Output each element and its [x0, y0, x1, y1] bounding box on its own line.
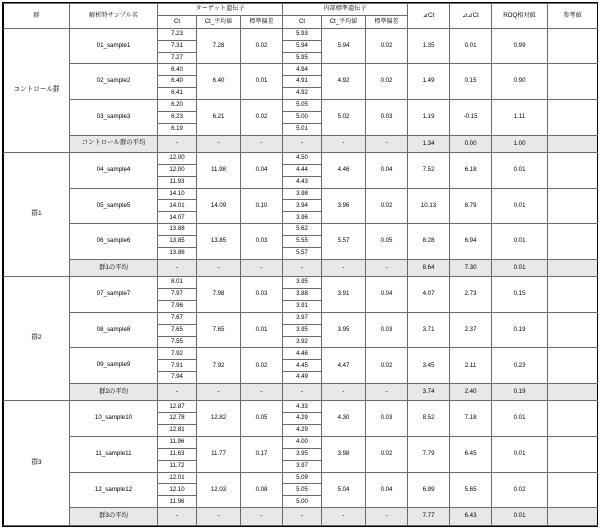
- dct-value: 1.35: [408, 28, 450, 64]
- internal-ct-average: 4.92: [322, 64, 366, 100]
- target-ct-average: 13.85: [197, 224, 241, 260]
- ddct-value: 2.11: [450, 348, 492, 384]
- target-sd: 0.02: [241, 348, 283, 384]
- group-average-dash: -: [241, 135, 283, 152]
- group-name-cell: コントロール群: [4, 28, 70, 152]
- table-row: [4, 188, 598, 200]
- fold-value: 0.01: [492, 152, 548, 188]
- reference-value: [548, 224, 598, 260]
- group-average-reference: [548, 135, 598, 152]
- internal-ct-value: 4.50: [283, 152, 322, 164]
- target-ct-average: 7.28: [197, 28, 241, 64]
- header-fold: ROQ相対値: [492, 4, 548, 29]
- internal-ct-value: 3.95: [283, 324, 322, 336]
- target-sd: 0.08: [241, 472, 283, 508]
- reference-value: [548, 348, 598, 384]
- group-average-dash: -: [366, 508, 408, 526]
- internal-ct-average: 4.30: [322, 401, 366, 437]
- internal-ct-value: 4.94: [283, 64, 322, 76]
- target-sd: 0.01: [241, 64, 283, 100]
- target-ct-average: 7.98: [197, 277, 241, 313]
- target-ct-value: 7.27: [158, 52, 197, 64]
- group-average-fold: 1.00: [492, 135, 548, 152]
- target-sd: 0.01: [241, 312, 283, 348]
- target-ct-value: 7.67: [158, 312, 197, 324]
- group-average-reference: [548, 259, 598, 276]
- internal-ct-value: 3.95: [283, 448, 322, 460]
- group-average-dash: -: [283, 508, 322, 526]
- sample-name-cell: 08_sample8: [70, 312, 158, 348]
- internal-ct-value: 3.91: [283, 300, 322, 312]
- internal-ct-value: 4.46: [283, 348, 322, 360]
- internal-ct-value: 3.98: [283, 188, 322, 200]
- target-sd: 0.10: [241, 188, 283, 224]
- sample-name-cell: 01_sample1: [70, 28, 158, 64]
- dct-value: 3.71: [408, 312, 450, 348]
- internal-sd: 0.02: [366, 436, 408, 472]
- target-ct-value: 12.10: [158, 484, 197, 496]
- internal-ct-value: 5.93: [283, 28, 322, 40]
- header-target-sd: 標準偏差: [241, 16, 283, 28]
- internal-ct-average: 3.96: [322, 188, 366, 224]
- internal-ct-value: 3.94: [283, 200, 322, 212]
- fold-value: 0.01: [492, 188, 548, 224]
- ddct-value: 2.37: [450, 312, 492, 348]
- internal-ct-average: 4.47: [322, 348, 366, 384]
- ddct-value: -0.15: [450, 100, 492, 136]
- internal-ct-value: 4.00: [283, 436, 322, 448]
- target-ct-value: 7.55: [158, 336, 197, 348]
- group-average-fold: 0.01: [492, 508, 548, 526]
- sample-name-cell: 03_sample3: [70, 100, 158, 136]
- group-average-dash: -: [197, 135, 241, 152]
- table-row: [4, 100, 598, 112]
- fold-value: 0.01: [492, 436, 548, 472]
- group-name-cell: 群3: [4, 401, 70, 526]
- group-average-dash: -: [366, 259, 408, 276]
- ddct-value: 7.18: [450, 401, 492, 437]
- fold-value: 0.15: [492, 277, 548, 313]
- target-ct-value: 7.96: [158, 300, 197, 312]
- group-average-ddct: 6.43: [450, 508, 492, 526]
- target-ct-average: 12.03: [197, 472, 241, 508]
- group-average-ddct: 7.30: [450, 259, 492, 276]
- sample-name-cell: 02_sample2: [70, 64, 158, 100]
- group-average-dash: -: [322, 135, 366, 152]
- table-row: [4, 64, 598, 76]
- target-ct-value: 12.81: [158, 425, 197, 437]
- ddct-value: 6.94: [450, 224, 492, 260]
- group-average-label: 群2の平均: [70, 384, 158, 401]
- group-average-dash: -: [283, 259, 322, 276]
- group-average-dct: 1.34: [408, 135, 450, 152]
- fold-value: 1.11: [492, 100, 548, 136]
- group-average-dash: -: [366, 384, 408, 401]
- dct-value: 7.52: [408, 152, 450, 188]
- header-internal-ct: Ct: [283, 16, 322, 28]
- target-ct-value: 8.01: [158, 277, 197, 289]
- target-ct-value: 11.96: [158, 496, 197, 508]
- group-average-row: [4, 508, 598, 526]
- target-ct-value: 13.86: [158, 247, 197, 259]
- internal-sd: 0.05: [366, 224, 408, 260]
- header-group: 群: [4, 4, 70, 29]
- group-average-label: コントロール群の平均: [70, 135, 158, 152]
- dct-value: 4.07: [408, 277, 450, 313]
- internal-ct-value: 4.43: [283, 176, 322, 188]
- group-average-row: [4, 135, 598, 152]
- target-ct-value: 7.97: [158, 289, 197, 301]
- ddct-value: 0.01: [450, 28, 492, 64]
- group-average-dash: -: [241, 508, 283, 526]
- group-average-row: [4, 259, 598, 276]
- fold-value: 0.02: [492, 472, 548, 508]
- target-ct-value: 7.91: [158, 360, 197, 372]
- qpcr-results-table: [3, 3, 598, 526]
- sample-name-cell: 06_sample6: [70, 224, 158, 260]
- table-row: [4, 472, 598, 484]
- header-reference: 参考値: [548, 4, 598, 29]
- internal-ct-value: 3.95: [283, 277, 322, 289]
- group-average-dct: 3.74: [408, 384, 450, 401]
- group-average-dash: -: [158, 259, 197, 276]
- fold-value: 0.23: [492, 348, 548, 384]
- ddct-value: 8.79: [450, 188, 492, 224]
- header-target-ct: Ct: [158, 16, 197, 28]
- header-sample: 解析時サンプル名: [70, 4, 158, 29]
- internal-ct-value: 3.96: [283, 212, 322, 224]
- reference-value: [548, 64, 598, 100]
- target-ct-value: 12.78: [158, 413, 197, 425]
- internal-sd: 0.03: [366, 312, 408, 348]
- target-ct-value: 7.23: [158, 28, 197, 40]
- target-ct-value: 6.41: [158, 88, 197, 100]
- target-ct-value: 6.23: [158, 111, 197, 123]
- sample-name-cell: 11_sample11: [70, 436, 158, 472]
- internal-ct-value: 3.97: [283, 460, 322, 472]
- internal-ct-value: 5.57: [283, 247, 322, 259]
- target-ct-value: 11.93: [158, 176, 197, 188]
- target-ct-average: 12.82: [197, 401, 241, 437]
- group-average-dash: -: [241, 384, 283, 401]
- group-average-dash: -: [322, 259, 366, 276]
- group-name-cell: 群2: [4, 277, 70, 401]
- internal-ct-value: 3.97: [283, 312, 322, 324]
- target-sd: 0.03: [241, 277, 283, 313]
- target-ct-value: 12.87: [158, 401, 197, 413]
- target-ct-average: 11.98: [197, 152, 241, 188]
- internal-ct-average: 5.04: [322, 472, 366, 508]
- group-average-fold: 0.01: [492, 259, 548, 276]
- group-average-dash: -: [366, 135, 408, 152]
- target-ct-average: 14.09: [197, 188, 241, 224]
- reference-value: [548, 277, 598, 313]
- group-average-dct: 7.77: [408, 508, 450, 526]
- ddct-value: 6.18: [450, 152, 492, 188]
- internal-ct-value: 5.94: [283, 40, 322, 52]
- target-ct-value: 7.94: [158, 372, 197, 384]
- internal-ct-average: 3.91: [322, 277, 366, 313]
- table-header-row-top: [4, 4, 598, 16]
- target-sd: 0.02: [241, 100, 283, 136]
- spreadsheet-table-container: [2, 2, 598, 527]
- target-ct-value: 13.88: [158, 224, 197, 236]
- fold-value: 0.99: [492, 28, 548, 64]
- group-average-dash: -: [197, 259, 241, 276]
- target-ct-value: 14.01: [158, 200, 197, 212]
- target-ct-value: 11.72: [158, 460, 197, 472]
- table-row: [4, 152, 598, 164]
- internal-ct-value: 5.62: [283, 224, 322, 236]
- target-ct-value: 14.07: [158, 212, 197, 224]
- table-row: [4, 28, 598, 40]
- target-sd: 0.17: [241, 436, 283, 472]
- internal-ct-value: 5.05: [283, 484, 322, 496]
- group-average-dash: -: [197, 508, 241, 526]
- internal-ct-value: 4.91: [283, 76, 322, 88]
- target-ct-value: 12.01: [158, 472, 197, 484]
- dct-value: 8.52: [408, 401, 450, 437]
- internal-ct-value: 4.44: [283, 164, 322, 176]
- internal-sd: 0.02: [366, 348, 408, 384]
- internal-ct-value: 5.95: [283, 52, 322, 64]
- group-average-reference: [548, 508, 598, 526]
- internal-ct-value: 5.00: [283, 496, 322, 508]
- fold-value: 0.19: [492, 312, 548, 348]
- target-ct-value: 11.63: [158, 448, 197, 460]
- target-ct-average: 6.40: [197, 64, 241, 100]
- dct-value: 10.13: [408, 188, 450, 224]
- fold-value: 0.01: [492, 401, 548, 437]
- header-internal-gene: 内部標準遺伝子: [283, 4, 408, 16]
- ddct-value: 2.73: [450, 277, 492, 313]
- header-target-ct-avg: Ct_平均値: [197, 16, 241, 28]
- group-average-ddct: 2.40: [450, 384, 492, 401]
- header-target-gene: ターゲット遺伝子: [158, 4, 283, 16]
- internal-ct-average: 5.57: [322, 224, 366, 260]
- table-row: [4, 224, 598, 236]
- sample-name-cell: 05_sample5: [70, 188, 158, 224]
- ddct-value: 5.65: [450, 472, 492, 508]
- group-average-dash: -: [158, 135, 197, 152]
- target-ct-average: 11.77: [197, 436, 241, 472]
- target-ct-value: 12.00: [158, 152, 197, 164]
- group-average-label: 群1の平均: [70, 259, 158, 276]
- internal-ct-average: 5.94: [322, 28, 366, 64]
- table-row: [4, 401, 598, 413]
- sample-name-cell: 04_sample4: [70, 152, 158, 188]
- group-name-cell: 群1: [4, 152, 70, 276]
- target-ct-value: 7.92: [158, 348, 197, 360]
- internal-ct-value: 4.92: [283, 88, 322, 100]
- ddct-value: 6.45: [450, 436, 492, 472]
- group-average-dash: -: [283, 135, 322, 152]
- internal-ct-value: 4.49: [283, 372, 322, 384]
- internal-sd: 0.02: [366, 64, 408, 100]
- dct-value: 1.49: [408, 64, 450, 100]
- internal-sd: 0.04: [366, 472, 408, 508]
- target-ct-value: 7.31: [158, 40, 197, 52]
- target-ct-average: 6.21: [197, 100, 241, 136]
- group-average-fold: 0.19: [492, 384, 548, 401]
- group-average-dct: 8.64: [408, 259, 450, 276]
- internal-ct-value: 3.92: [283, 336, 322, 348]
- dct-value: 8.28: [408, 224, 450, 260]
- internal-sd: 0.02: [366, 28, 408, 64]
- fold-value: 0.01: [492, 224, 548, 260]
- target-ct-value: 6.20: [158, 100, 197, 112]
- group-average-dash: -: [158, 508, 197, 526]
- group-average-dash: -: [241, 259, 283, 276]
- group-average-dash: -: [322, 384, 366, 401]
- fold-value: 0.90: [492, 64, 548, 100]
- internal-ct-average: 5.02: [322, 100, 366, 136]
- target-ct-average: 7.92: [197, 348, 241, 384]
- group-average-dash: -: [322, 508, 366, 526]
- dct-value: 3.45: [408, 348, 450, 384]
- internal-sd: 0.03: [366, 100, 408, 136]
- target-ct-value: 14.10: [158, 188, 197, 200]
- group-average-dash: -: [158, 384, 197, 401]
- target-ct-value: 6.40: [158, 76, 197, 88]
- header-dct: ⊿Ct: [408, 4, 450, 29]
- dct-value: 1.19: [408, 100, 450, 136]
- target-ct-value: 12.00: [158, 164, 197, 176]
- group-average-reference: [548, 384, 598, 401]
- reference-value: [548, 28, 598, 64]
- target-ct-value: 6.19: [158, 123, 197, 135]
- target-ct-value: 6.40: [158, 64, 197, 76]
- target-ct-average: 7.65: [197, 312, 241, 348]
- group-average-dash: -: [197, 384, 241, 401]
- group-average-row: [4, 384, 598, 401]
- target-sd: 0.03: [241, 224, 283, 260]
- internal-sd: 0.03: [366, 401, 408, 437]
- target-ct-value: 7.65: [158, 324, 197, 336]
- reference-value: [548, 100, 598, 136]
- target-ct-value: 11.96: [158, 436, 197, 448]
- internal-sd: 0.04: [366, 277, 408, 313]
- internal-ct-value: 5.01: [283, 123, 322, 135]
- table-row: [4, 436, 598, 448]
- internal-sd: 0.04: [366, 152, 408, 188]
- internal-ct-average: 4.46: [322, 152, 366, 188]
- target-sd: 0.02: [241, 28, 283, 64]
- table-row: [4, 348, 598, 360]
- sample-name-cell: 10_sample10: [70, 401, 158, 437]
- internal-ct-value: 5.09: [283, 472, 322, 484]
- ddct-value: 0.15: [450, 64, 492, 100]
- target-sd: 0.04: [241, 152, 283, 188]
- reference-value: [548, 188, 598, 224]
- internal-ct-value: 5.05: [283, 100, 322, 112]
- internal-ct-value: 4.29: [283, 413, 322, 425]
- internal-ct-value: 4.33: [283, 401, 322, 413]
- internal-ct-value: 3.88: [283, 289, 322, 301]
- header-ddct: ⊿⊿Ct: [450, 4, 492, 29]
- reference-value: [548, 401, 598, 437]
- sample-name-cell: 09_sample9: [70, 348, 158, 384]
- internal-ct-value: 5.55: [283, 236, 322, 248]
- reference-value: [548, 152, 598, 188]
- target-ct-value: 13.85: [158, 236, 197, 248]
- reference-value: [548, 312, 598, 348]
- dct-value: 7.79: [408, 436, 450, 472]
- table-row: [4, 277, 598, 289]
- header-internal-ct-avg: Ct_平均値: [322, 16, 366, 28]
- group-average-dash: -: [283, 384, 322, 401]
- sample-name-cell: 12_sample12: [70, 472, 158, 508]
- internal-ct-value: 4.29: [283, 425, 322, 437]
- group-average-label: 群3の平均: [70, 508, 158, 526]
- header-internal-sd: 標準偏差: [366, 16, 408, 28]
- dct-value: 6.99: [408, 472, 450, 508]
- group-average-ddct: 0.00: [450, 135, 492, 152]
- internal-ct-value: 5.00: [283, 111, 322, 123]
- table-row: [4, 312, 598, 324]
- sample-name-cell: 07_sample7: [70, 277, 158, 313]
- reference-value: [548, 436, 598, 472]
- internal-ct-average: 3.95: [322, 312, 366, 348]
- reference-value: [548, 472, 598, 508]
- internal-ct-average: 3.98: [322, 436, 366, 472]
- internal-sd: 0.02: [366, 188, 408, 224]
- target-sd: 0.05: [241, 401, 283, 437]
- internal-ct-value: 4.45: [283, 360, 322, 372]
